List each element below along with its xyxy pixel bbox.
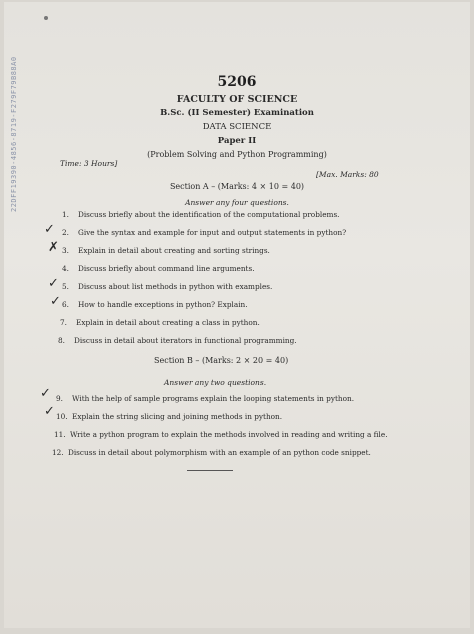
question-text: Discuss briefly about the identification of the computational problems. bbox=[78, 210, 340, 219]
question-number: 6. bbox=[62, 300, 69, 309]
question-number: 12. bbox=[52, 448, 64, 457]
end-rule bbox=[187, 470, 233, 471]
question-number: 7. bbox=[60, 318, 67, 327]
question-text: Discuss briefly about command line arguments. bbox=[78, 264, 255, 273]
question-number: 1. bbox=[62, 210, 69, 219]
time-allowed: Time: 3 Hours] bbox=[60, 159, 118, 168]
handwritten-tick-mark: ✓ bbox=[48, 276, 59, 291]
question-text: Discuss in detail about polymorphism with an example of an python code snippet. bbox=[68, 448, 371, 457]
question-number: 8. bbox=[58, 336, 65, 345]
section-a-heading: Section A – (Marks: 4 × 10 = 40) bbox=[169, 182, 305, 191]
handwritten-tick-mark: ✗ bbox=[48, 240, 59, 255]
subject-title: DATA SCIENCE bbox=[202, 122, 272, 132]
question-text: Explain in detail about creating and sorting strings. bbox=[78, 246, 270, 255]
question-text: Explain the string slicing and joining methods in python. bbox=[72, 412, 283, 421]
max-marks: [Max. Marks: 80 bbox=[316, 170, 379, 179]
side-serial: 22DFF19390-4856-8719-F279F79B88A0 bbox=[10, 56, 18, 212]
exam-paper bbox=[4, 2, 470, 628]
question-number: 3. bbox=[62, 246, 69, 255]
question-text: Discuss about list methods in python with examples. bbox=[78, 282, 273, 291]
question-number: 5. bbox=[62, 282, 69, 291]
faculty-title: FACULTY OF SCIENCE bbox=[176, 94, 298, 105]
question-text: With the help of sample programs explain the looping statements in python. bbox=[72, 394, 355, 403]
paper-number: Paper II bbox=[217, 136, 257, 146]
question-text: Explain in detail about creating a class in python. bbox=[76, 318, 260, 327]
question-text: Discuss in detail about iterators in functional programming. bbox=[74, 336, 297, 345]
question-text: Write a python program to explain the methods involved in reading and writing a file. bbox=[70, 430, 388, 439]
question-number: 11. bbox=[54, 430, 66, 439]
handwritten-tick-mark: ✓ bbox=[40, 386, 51, 401]
question-text: How to handle exceptions in python? Explain. bbox=[78, 300, 248, 309]
question-number: 10. bbox=[56, 412, 68, 421]
question-number: 4. bbox=[62, 264, 69, 273]
handwritten-tick-mark: ✓ bbox=[44, 404, 55, 419]
paper-title: (Problem Solving and Python Programming) bbox=[147, 150, 327, 159]
handwritten-tick-mark: ✓ bbox=[50, 294, 61, 309]
question-number: 9. bbox=[56, 394, 63, 403]
section-a-instruction: Answer any four questions. bbox=[185, 198, 289, 207]
section-b-heading: Section B – (Marks: 2 × 20 = 40) bbox=[154, 356, 289, 365]
question-number: 2. bbox=[62, 228, 69, 237]
paper-code: 5206 bbox=[217, 74, 257, 90]
handwritten-tick-mark: ✓ bbox=[44, 222, 55, 237]
exam-title: B.Sc. (II Semester) Examination bbox=[160, 108, 314, 118]
question-text: Give the syntax and example for input and output statements in python? bbox=[78, 228, 347, 237]
punch-dot bbox=[44, 16, 48, 20]
section-b-instruction: Answer any two questions. bbox=[164, 378, 267, 387]
